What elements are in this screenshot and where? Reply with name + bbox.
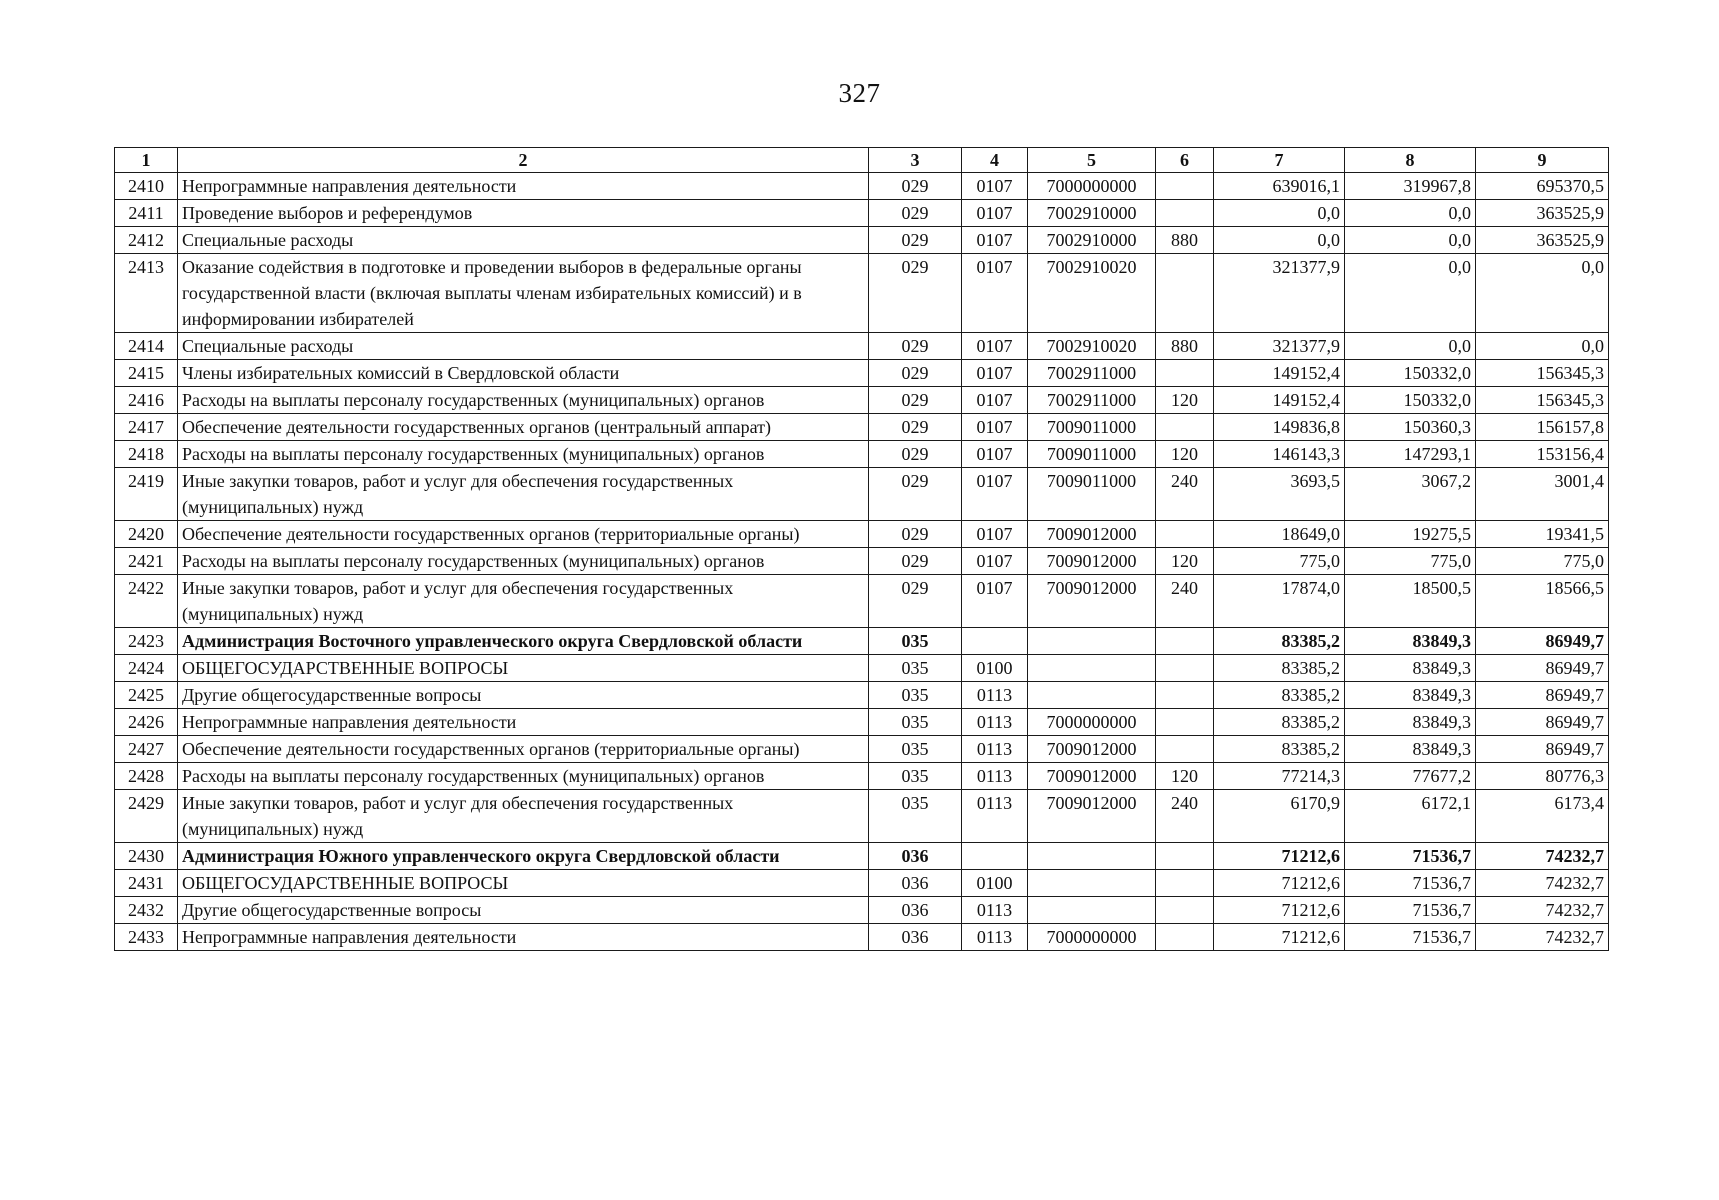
table-row [115, 387, 1609, 414]
row-number-cell: 2413 [115, 254, 178, 333]
target-article-cell: 7002910020 [1028, 254, 1156, 333]
ministry-code-cell: 035 [869, 790, 962, 843]
section-code-cell: 0100 [962, 655, 1028, 682]
ministry-code-cell: 036 [869, 897, 962, 924]
ministry-code-cell: 029 [869, 521, 962, 548]
section-code-cell: 0113 [962, 682, 1028, 709]
amount-year2-cell: 147293,1 [1345, 441, 1476, 468]
table-row [115, 709, 1609, 736]
amount-year2-cell: 71536,7 [1345, 870, 1476, 897]
header-row [115, 148, 1609, 173]
ministry-code-cell: 036 [869, 870, 962, 897]
target-article-cell: 7002910000 [1028, 227, 1156, 254]
item-name-cell: Непрограммные направления деятельности [178, 173, 869, 200]
ministry-code-cell: 029 [869, 333, 962, 360]
target-article-cell [1028, 682, 1156, 709]
row-number-cell: 2419 [115, 468, 178, 521]
item-name-cell: Иные закупки товаров, работ и услуг для обеспечения государственных (муниципальных) нужд [178, 790, 869, 843]
item-name-cell: Обеспечение деятельности государственных органов (центральный аппарат) [178, 414, 869, 441]
amount-year2-cell: 83849,3 [1345, 655, 1476, 682]
section-code-cell: 0107 [962, 333, 1028, 360]
amount-year3-cell: 74232,7 [1476, 924, 1609, 951]
header-cell: 7 [1214, 148, 1345, 173]
item-name-cell: Специальные расходы [178, 227, 869, 254]
ministry-code-cell: 036 [869, 924, 962, 951]
item-name-cell: Проведение выборов и референдумов [178, 200, 869, 227]
row-number-cell: 2412 [115, 227, 178, 254]
amount-year1-cell: 71212,6 [1214, 870, 1345, 897]
header-cell: 5 [1028, 148, 1156, 173]
amount-year1-cell: 149152,4 [1214, 387, 1345, 414]
row-number-cell: 2430 [115, 843, 178, 870]
row-number-cell: 2428 [115, 763, 178, 790]
table-row [115, 763, 1609, 790]
ministry-code-cell: 036 [869, 843, 962, 870]
table-body [115, 173, 1609, 951]
expense-type-cell [1156, 682, 1214, 709]
section-code-cell: 0107 [962, 468, 1028, 521]
section-code-cell: 0113 [962, 736, 1028, 763]
table-row [115, 575, 1609, 628]
amount-year3-cell: 86949,7 [1476, 682, 1609, 709]
row-number-cell: 2425 [115, 682, 178, 709]
target-article-cell: 7000000000 [1028, 924, 1156, 951]
expense-type-cell [1156, 628, 1214, 655]
section-code-cell: 0107 [962, 548, 1028, 575]
row-number-cell: 2429 [115, 790, 178, 843]
amount-year2-cell: 775,0 [1345, 548, 1476, 575]
table-row [115, 254, 1609, 333]
ministry-code-cell: 035 [869, 682, 962, 709]
amount-year3-cell: 695370,5 [1476, 173, 1609, 200]
expense-type-cell [1156, 521, 1214, 548]
amount-year3-cell: 86949,7 [1476, 709, 1609, 736]
amount-year1-cell: 83385,2 [1214, 709, 1345, 736]
amount-year1-cell: 83385,2 [1214, 736, 1345, 763]
amount-year3-cell: 86949,7 [1476, 655, 1609, 682]
row-number-cell: 2420 [115, 521, 178, 548]
amount-year3-cell: 74232,7 [1476, 843, 1609, 870]
expense-type-cell [1156, 924, 1214, 951]
item-name-cell: Администрация Восточного управленческого округа Свердловской области [178, 628, 869, 655]
item-name-cell: Расходы на выплаты персоналу государственных (муниципальных) органов [178, 763, 869, 790]
amount-year2-cell: 0,0 [1345, 333, 1476, 360]
header-cell: 9 [1476, 148, 1609, 173]
amount-year1-cell: 0,0 [1214, 200, 1345, 227]
item-name-cell: ОБЩЕГОСУДАРСТВЕННЫЕ ВОПРОСЫ [178, 870, 869, 897]
target-article-cell: 7009012000 [1028, 575, 1156, 628]
amount-year3-cell: 156345,3 [1476, 360, 1609, 387]
table-row [115, 414, 1609, 441]
ministry-code-cell: 029 [869, 360, 962, 387]
amount-year1-cell: 146143,3 [1214, 441, 1345, 468]
amount-year1-cell: 0,0 [1214, 227, 1345, 254]
amount-year1-cell: 71212,6 [1214, 843, 1345, 870]
target-article-cell [1028, 843, 1156, 870]
item-name-cell: Специальные расходы [178, 333, 869, 360]
amount-year2-cell: 150332,0 [1345, 360, 1476, 387]
amount-year2-cell: 18500,5 [1345, 575, 1476, 628]
ministry-code-cell: 029 [869, 441, 962, 468]
amount-year1-cell: 77214,3 [1214, 763, 1345, 790]
amount-year3-cell: 86949,7 [1476, 736, 1609, 763]
section-code-cell: 0113 [962, 709, 1028, 736]
amount-year3-cell: 74232,7 [1476, 897, 1609, 924]
table-row [115, 655, 1609, 682]
amount-year2-cell: 83849,3 [1345, 709, 1476, 736]
table-row [115, 548, 1609, 575]
target-article-cell: 7002911000 [1028, 387, 1156, 414]
expense-type-cell [1156, 655, 1214, 682]
amount-year1-cell: 17874,0 [1214, 575, 1345, 628]
amount-year3-cell: 363525,9 [1476, 200, 1609, 227]
section-code-cell: 0107 [962, 254, 1028, 333]
ministry-code-cell: 029 [869, 468, 962, 521]
target-article-cell: 7009011000 [1028, 414, 1156, 441]
target-article-cell [1028, 628, 1156, 655]
row-number-cell: 2424 [115, 655, 178, 682]
table-row [115, 897, 1609, 924]
amount-year2-cell: 150360,3 [1345, 414, 1476, 441]
header-cell: 1 [115, 148, 178, 173]
section-code-cell: 0113 [962, 763, 1028, 790]
section-code-cell: 0107 [962, 387, 1028, 414]
expense-type-cell [1156, 254, 1214, 333]
row-number-cell: 2431 [115, 870, 178, 897]
item-name-cell: Обеспечение деятельности государственных органов (территориальные органы) [178, 736, 869, 763]
amount-year1-cell: 83385,2 [1214, 655, 1345, 682]
target-article-cell: 7002910000 [1028, 200, 1156, 227]
amount-year1-cell: 775,0 [1214, 548, 1345, 575]
amount-year1-cell: 149152,4 [1214, 360, 1345, 387]
item-name-cell: ОБЩЕГОСУДАРСТВЕННЫЕ ВОПРОСЫ [178, 655, 869, 682]
section-code-cell: 0107 [962, 441, 1028, 468]
amount-year2-cell: 83849,3 [1345, 682, 1476, 709]
amount-year3-cell: 80776,3 [1476, 763, 1609, 790]
amount-year2-cell: 3067,2 [1345, 468, 1476, 521]
item-name-cell: Непрограммные направления деятельности [178, 924, 869, 951]
expense-type-cell [1156, 736, 1214, 763]
table-row [115, 468, 1609, 521]
row-number-cell: 2433 [115, 924, 178, 951]
expense-type-cell [1156, 200, 1214, 227]
row-number-cell: 2411 [115, 200, 178, 227]
section-code-cell: 0107 [962, 360, 1028, 387]
amount-year3-cell: 86949,7 [1476, 628, 1609, 655]
target-article-cell: 7009012000 [1028, 763, 1156, 790]
amount-year2-cell: 83849,3 [1345, 736, 1476, 763]
amount-year3-cell: 156157,8 [1476, 414, 1609, 441]
header-cell: 2 [178, 148, 869, 173]
item-name-cell: Расходы на выплаты персоналу государственных (муниципальных) органов [178, 387, 869, 414]
expense-type-cell: 240 [1156, 790, 1214, 843]
row-number-cell: 2421 [115, 548, 178, 575]
item-name-cell: Администрация Южного управленческого округа Свердловской области [178, 843, 869, 870]
header-cell: 3 [869, 148, 962, 173]
amount-year2-cell: 150332,0 [1345, 387, 1476, 414]
section-code-cell: 0107 [962, 521, 1028, 548]
table-row [115, 790, 1609, 843]
ministry-code-cell: 029 [869, 414, 962, 441]
expense-type-cell [1156, 870, 1214, 897]
amount-year2-cell: 6172,1 [1345, 790, 1476, 843]
target-article-cell: 7009012000 [1028, 521, 1156, 548]
ministry-code-cell: 029 [869, 575, 962, 628]
expense-type-cell [1156, 843, 1214, 870]
expense-type-cell: 120 [1156, 763, 1214, 790]
amount-year1-cell: 149836,8 [1214, 414, 1345, 441]
expense-type-cell: 880 [1156, 333, 1214, 360]
item-name-cell: Непрограммные направления деятельности [178, 709, 869, 736]
amount-year3-cell: 6173,4 [1476, 790, 1609, 843]
table-row [115, 200, 1609, 227]
table-row [115, 360, 1609, 387]
item-name-cell: Другие общегосударственные вопросы [178, 682, 869, 709]
ministry-code-cell: 035 [869, 736, 962, 763]
expense-type-cell: 880 [1156, 227, 1214, 254]
row-number-cell: 2426 [115, 709, 178, 736]
amount-year1-cell: 18649,0 [1214, 521, 1345, 548]
amount-year3-cell: 74232,7 [1476, 870, 1609, 897]
target-article-cell [1028, 870, 1156, 897]
ministry-code-cell: 029 [869, 548, 962, 575]
target-article-cell: 7009011000 [1028, 468, 1156, 521]
ministry-code-cell: 029 [869, 200, 962, 227]
amount-year1-cell: 71212,6 [1214, 897, 1345, 924]
target-article-cell: 7002910020 [1028, 333, 1156, 360]
amount-year1-cell: 71212,6 [1214, 924, 1345, 951]
row-number-cell: 2418 [115, 441, 178, 468]
section-code-cell [962, 843, 1028, 870]
table-row [115, 521, 1609, 548]
table-row [115, 870, 1609, 897]
table-row [115, 441, 1609, 468]
amount-year3-cell: 18566,5 [1476, 575, 1609, 628]
ministry-code-cell: 035 [869, 763, 962, 790]
table-row [115, 173, 1609, 200]
row-number-cell: 2415 [115, 360, 178, 387]
amount-year3-cell: 3001,4 [1476, 468, 1609, 521]
target-article-cell: 7009012000 [1028, 548, 1156, 575]
row-number-cell: 2423 [115, 628, 178, 655]
section-code-cell: 0113 [962, 897, 1028, 924]
section-code-cell: 0107 [962, 414, 1028, 441]
target-article-cell: 7000000000 [1028, 709, 1156, 736]
target-article-cell: 7009012000 [1028, 790, 1156, 843]
ministry-code-cell: 029 [869, 173, 962, 200]
amount-year2-cell: 83849,3 [1345, 628, 1476, 655]
row-number-cell: 2417 [115, 414, 178, 441]
section-code-cell: 0113 [962, 790, 1028, 843]
amount-year3-cell: 775,0 [1476, 548, 1609, 575]
item-name-cell: Иные закупки товаров, работ и услуг для обеспечения государственных (муниципальных) нужд [178, 575, 869, 628]
expense-type-cell [1156, 360, 1214, 387]
amount-year3-cell: 19341,5 [1476, 521, 1609, 548]
table-row [115, 333, 1609, 360]
header-cell: 4 [962, 148, 1028, 173]
expense-type-cell [1156, 709, 1214, 736]
row-number-cell: 2416 [115, 387, 178, 414]
section-code-cell: 0100 [962, 870, 1028, 897]
target-article-cell: 7009011000 [1028, 441, 1156, 468]
section-code-cell: 0107 [962, 200, 1028, 227]
section-code-cell: 0107 [962, 575, 1028, 628]
amount-year2-cell: 77677,2 [1345, 763, 1476, 790]
amount-year2-cell: 0,0 [1345, 227, 1476, 254]
budget-table [114, 147, 1609, 951]
amount-year3-cell: 156345,3 [1476, 387, 1609, 414]
target-article-cell: 7000000000 [1028, 173, 1156, 200]
item-name-cell: Обеспечение деятельности государственных органов (территориальные органы) [178, 521, 869, 548]
ministry-code-cell: 035 [869, 628, 962, 655]
row-number-cell: 2427 [115, 736, 178, 763]
amount-year1-cell: 83385,2 [1214, 682, 1345, 709]
table-row [115, 628, 1609, 655]
expense-type-cell [1156, 173, 1214, 200]
item-name-cell: Расходы на выплаты персоналу государственных (муниципальных) органов [178, 548, 869, 575]
amount-year2-cell: 71536,7 [1345, 843, 1476, 870]
amount-year3-cell: 363525,9 [1476, 227, 1609, 254]
table-row [115, 227, 1609, 254]
amount-year3-cell: 0,0 [1476, 333, 1609, 360]
section-code-cell [962, 628, 1028, 655]
expense-type-cell: 240 [1156, 575, 1214, 628]
header-cell: 6 [1156, 148, 1214, 173]
expense-type-cell [1156, 897, 1214, 924]
item-name-cell: Оказание содействия в подготовке и проведении выборов в федеральные органы государственной власти (включая выплаты членам избирательных комиссий) и в информировании избирателей [178, 254, 869, 333]
amount-year2-cell: 319967,8 [1345, 173, 1476, 200]
table-row [115, 843, 1609, 870]
target-article-cell [1028, 655, 1156, 682]
section-code-cell: 0107 [962, 227, 1028, 254]
section-code-cell: 0107 [962, 173, 1028, 200]
target-article-cell: 7009012000 [1028, 736, 1156, 763]
expense-type-cell: 240 [1156, 468, 1214, 521]
row-number-cell: 2414 [115, 333, 178, 360]
page-number: 327 [838, 78, 881, 108]
header-cell: 8 [1345, 148, 1476, 173]
item-name-cell: Расходы на выплаты персоналу государственных (муниципальных) органов [178, 441, 869, 468]
item-name-cell: Другие общегосударственные вопросы [178, 897, 869, 924]
expense-type-cell: 120 [1156, 387, 1214, 414]
item-name-cell: Иные закупки товаров, работ и услуг для обеспечения государственных (муниципальных) нужд [178, 468, 869, 521]
amount-year2-cell: 71536,7 [1345, 897, 1476, 924]
amount-year3-cell: 153156,4 [1476, 441, 1609, 468]
amount-year1-cell: 321377,9 [1214, 333, 1345, 360]
amount-year2-cell: 71536,7 [1345, 924, 1476, 951]
amount-year3-cell: 0,0 [1476, 254, 1609, 333]
row-number-cell: 2422 [115, 575, 178, 628]
item-name-cell: Члены избирательных комиссий в Свердловской области [178, 360, 869, 387]
section-code-cell: 0113 [962, 924, 1028, 951]
ministry-code-cell: 029 [869, 227, 962, 254]
target-article-cell [1028, 897, 1156, 924]
expense-type-cell: 120 [1156, 548, 1214, 575]
amount-year1-cell: 83385,2 [1214, 628, 1345, 655]
row-number-cell: 2432 [115, 897, 178, 924]
table-row [115, 682, 1609, 709]
expense-type-cell: 120 [1156, 441, 1214, 468]
amount-year2-cell: 0,0 [1345, 254, 1476, 333]
amount-year1-cell: 6170,9 [1214, 790, 1345, 843]
amount-year1-cell: 321377,9 [1214, 254, 1345, 333]
target-article-cell: 7002911000 [1028, 360, 1156, 387]
table-row [115, 924, 1609, 951]
row-number-cell: 2410 [115, 173, 178, 200]
expense-type-cell [1156, 414, 1214, 441]
ministry-code-cell: 029 [869, 254, 962, 333]
amount-year1-cell: 3693,5 [1214, 468, 1345, 521]
amount-year2-cell: 0,0 [1345, 200, 1476, 227]
amount-year2-cell: 19275,5 [1345, 521, 1476, 548]
amount-year1-cell: 639016,1 [1214, 173, 1345, 200]
ministry-code-cell: 035 [869, 709, 962, 736]
ministry-code-cell: 035 [869, 655, 962, 682]
table-row [115, 736, 1609, 763]
ministry-code-cell: 029 [869, 387, 962, 414]
